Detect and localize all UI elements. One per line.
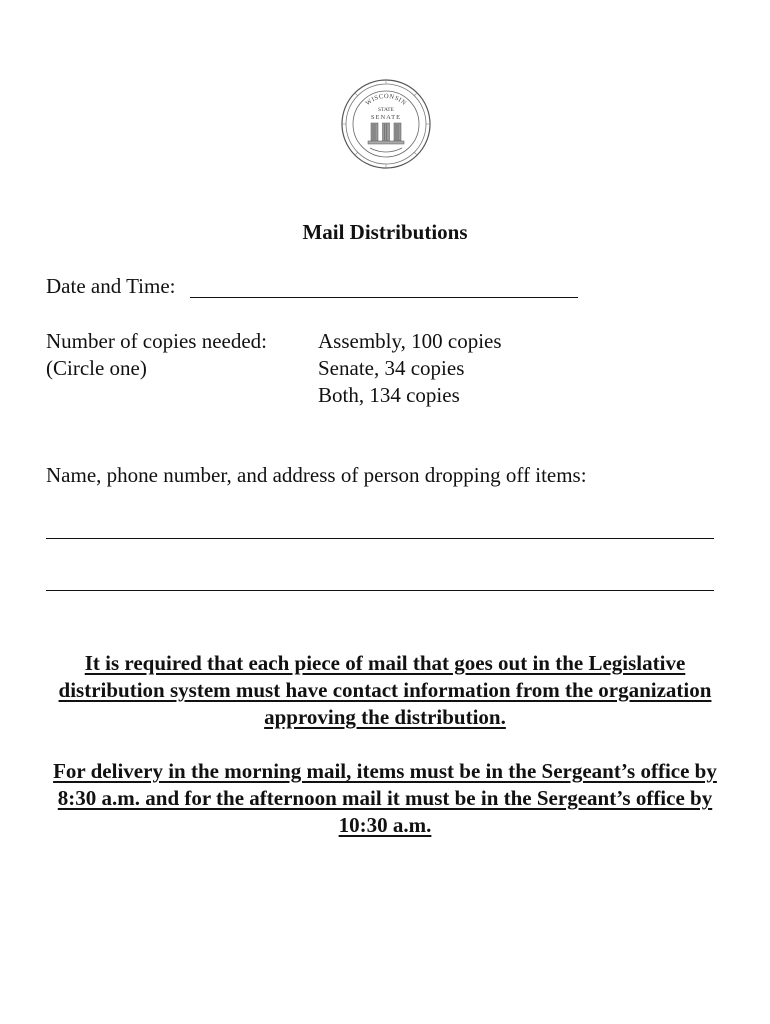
date-time-field[interactable]: [190, 297, 578, 298]
copies-option-assembly[interactable]: Assembly, 100 copies: [318, 329, 502, 353]
copies-option-senate[interactable]: Senate, 34 copies: [318, 356, 465, 380]
copies-instruction: (Circle one): [46, 356, 147, 380]
contact-label: Name, phone number, and address of person dropping off items:: [46, 463, 587, 487]
date-time-label: Date and Time:: [46, 274, 176, 298]
seal-text-bottom: SENATE: [370, 114, 402, 121]
notice-delivery-deadline: For delivery in the morning mail, items must be in the Sergeant’s office by 8:30 a.m. and for the afternoon mail it must be in the Sergeant’s office by 10:30 a.m.: [53, 759, 717, 837]
wisconsin-state-senate-seal-icon: [340, 78, 432, 170]
contact-field-line-1[interactable]: [46, 538, 714, 539]
page-title: Mail Distributions: [302, 220, 468, 244]
seal-text-middle: STATE: [377, 107, 395, 113]
notice-contact-requirement: It is required that each piece of mail that goes out in the Legislative distribution system must have contact information from the organization approving the distribution.: [58, 651, 712, 729]
contact-field-line-2[interactable]: [46, 590, 714, 591]
copies-label: Number of copies needed:: [46, 329, 268, 353]
seal-text-top: WISCONSIN: [364, 92, 408, 108]
copies-option-both[interactable]: Both, 134 copies: [318, 383, 460, 407]
